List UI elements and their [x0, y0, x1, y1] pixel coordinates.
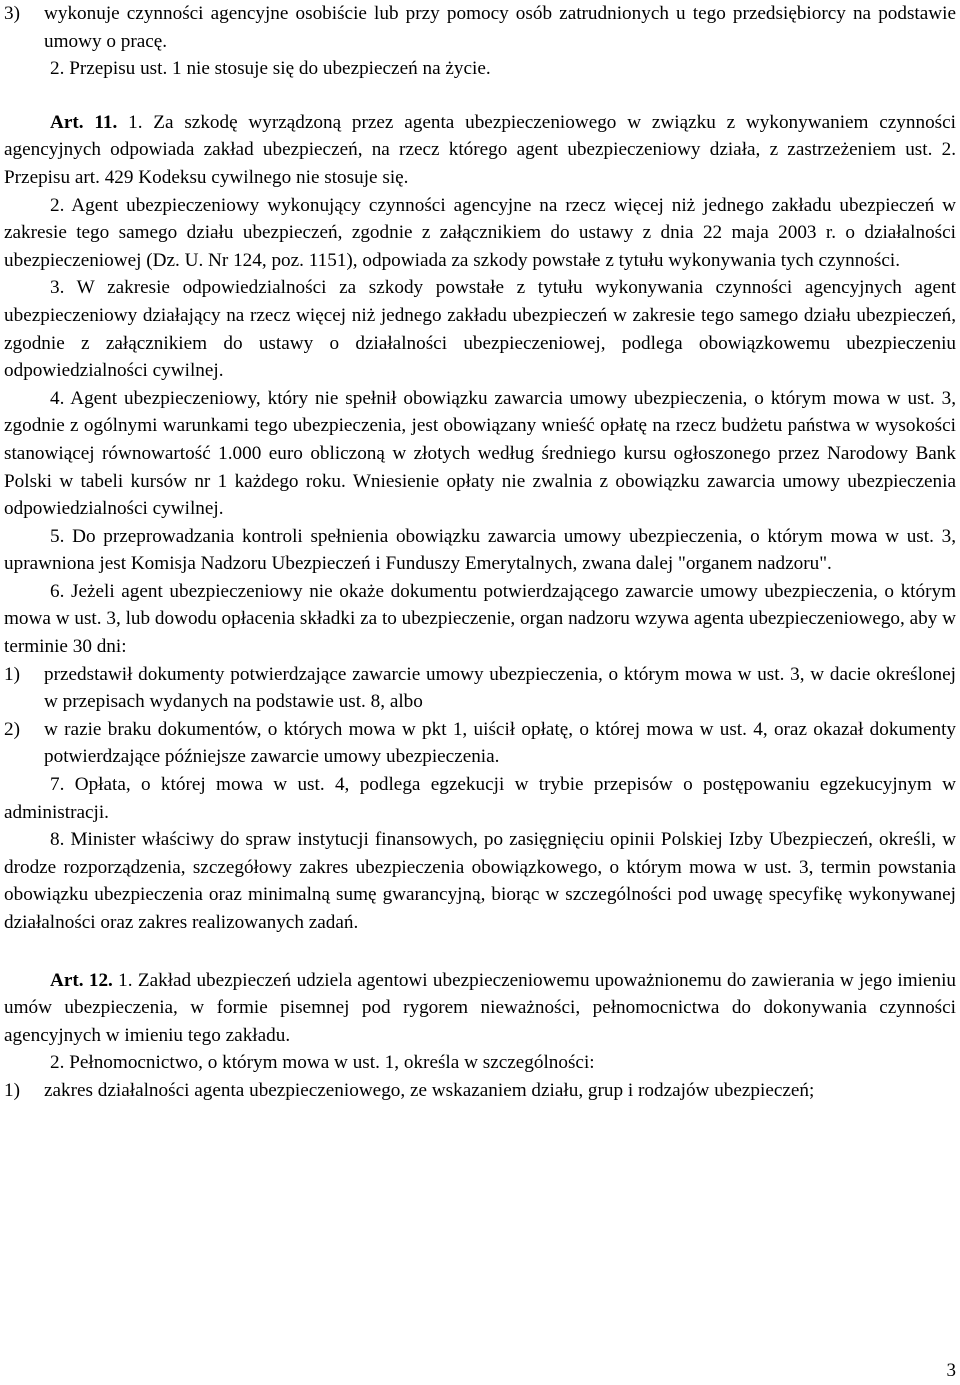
article-12-p1-text: 1. Zakład ubezpieczeń udziela agentowi ubezpieczeniowemu upoważnionemu do zawierania w jego imieniu umów ubezpieczenia, w formie pisemnej pod rygorem nieważności, pełnomocnictwa do dokonywania czynności agencyjnych w imieniu tego zakładu.	[4, 969, 957, 1046]
page-number: 3	[946, 1360, 956, 1381]
list-item	[0, 0, 960, 55]
list-item	[0, 1077, 960, 1105]
list-item-text: w razie braku dokumentów, o których mowa w pkt 1, uiścił opłatę, o której mowa w ust. 4, oraz okazał dokumenty potwierdzające późniejsze zawarcie umowy ubezpieczenia.	[44, 718, 956, 768]
list-item-text: wykonuje czynności agencyjne osobiście lub przy pomocy osób zatrudnionych u tego przedsiębiorcy na podstawie umowy o pracę.	[44, 3, 956, 52]
article-11-paragraph-7: 7. Opłata, o której mowa w ust. 4, podlega egzekucji w trybie przepisów o postępowaniu egzekucyjnym w administracji.	[4, 774, 956, 823]
spacer	[0, 83, 960, 109]
article-11-paragraph-6: 6. Jeżeli agent ubezpieczeniowy nie okaże dokumentu potwierdzającego zawarcie umowy ubezpieczenia, o którym mowa w ust. 3, lub dowodu opłacenia składki za to ubezpieczenie, organ nadzoru wzywa agenta ubezpieczeniowego, aby w terminie 30 dni:	[4, 580, 956, 658]
list-item-number: 1)	[4, 1079, 20, 1101]
article-11-paragraph-5: 5. Do przeprowadzania kontroli spełnienia obowiązku zawarcia umowy ubezpieczenia, o którym mowa w ust. 3, uprawniona jest Komisja Nadzoru Ubezpieczeń i Funduszy Emerytalnych, zwana dalej "organem nadzoru".	[4, 525, 956, 575]
article-11-paragraph-4: 4. Agent ubezpieczeniowy, który nie spełnił obowiązku zawarcia umowy ubezpieczenia, o którym mowa w ust. 3, zgodnie z ogólnymi warunkami tego ubezpieczenia, jest obowiązany wnieść opłatę na rzecz budżetu państwa w wysokości stanowiącej równowartość 1.000 euro obliczoną w złotych według średniego kursu ogłoszonego przez Narodowy Bank Polski w tabeli kursów nr 1 każdego roku. Wniesienie opłaty nie zwalnia z obowiązku zawarcia umowy ubezpieczenia odpowiedzialności cywilnej.	[4, 387, 956, 520]
article-11-paragraph-2: 2. Agent ubezpieczeniowy wykonujący czynności agencyjne na rzecz więcej niż jednego zakładu ubezpieczeń w zakresie tego samego działu ubezpieczeń, zgodnie z załącznikiem do ustawy z dnia 22 maja 2003 r. o działalności ubezpieczeniowej (Dz. U. Nr 124, poz. 1151), odpowiada za szkody powstałe z tytułu wykonywania tych czynności.	[4, 194, 956, 271]
list-item	[0, 716, 960, 771]
list-item-number: 3)	[4, 3, 20, 24]
article-12-label: Art. 12.	[50, 969, 113, 991]
article-12-paragraph-1	[0, 967, 960, 1050]
paragraph: 2. Przepisu ust. 1 nie stosuje się do ubezpieczeń na życie.	[50, 58, 491, 80]
article-11-paragraph-3: 3. W zakresie odpowiedzialności za szkody powstałe z tytułu wykonywania czynności agencyjnych agent ubezpieczeniowy działający na rzecz więcej niż jednego zakładu ubezpieczeń w zakresie tego samego działu ubezpieczeń, zgodnie z załącznikiem do ustawy o działalności ubezpieczeniowej, podlega obowiązkowemu ubezpieczeniu odpowiedzialności cywilnej.	[4, 277, 956, 382]
list-item-number: 2)	[4, 718, 20, 740]
article-11-paragraph-8: 8. Minister właściwy do spraw instytucji finansowych, po zasięgnięciu opinii Polskiej Izby Ubezpieczeń, określi, w drodze rozporządzenia, szczegółowy zakres ubezpieczenia obowiązkowego, o którym mowa w ust. 3, termin powstania obowiązku ubezpieczenia oraz minimalną sumę gwarancyjną, biorąc w szczególności pod uwagę specyfikę wykonywanej działalności oraz zakres realizowanych zadań.	[4, 829, 956, 933]
list-item-text: przedstawił dokumenty potwierdzające zawarcie umowy ubezpieczenia, o którym mowa w ust. 3, w dacie określonej w przepisach wydanych na podstawie ust. 8, albo	[44, 663, 956, 713]
list-item-number: 1)	[4, 663, 20, 685]
list-item	[0, 661, 960, 716]
list-item-text: zakres działalności agenta ubezpieczeniowego, ze wskazaniem działu, grup i rodzajów ubezpieczeń;	[44, 1079, 815, 1101]
article-11-label: Art. 11.	[50, 111, 118, 133]
article-12-paragraph-2: 2. Pełnomocnictwo, o którym mowa w ust. 1, określa w szczególności:	[50, 1052, 595, 1074]
spacer	[0, 937, 960, 967]
article-11-p1-text: 1. Za szkodę wyrządzoną przez agenta ubezpieczeniowego w związku z wykonywaniem czynności agencyjnych odpowiada zakład ubezpieczeń, na rzecz którego agent ubezpieczeniowy działa, z zastrzeżeniem ust. 2. Przepisu art. 429 Kodeksu cywilnego nie stosuje się.	[4, 111, 956, 188]
article-11-paragraph-1	[0, 109, 960, 192]
